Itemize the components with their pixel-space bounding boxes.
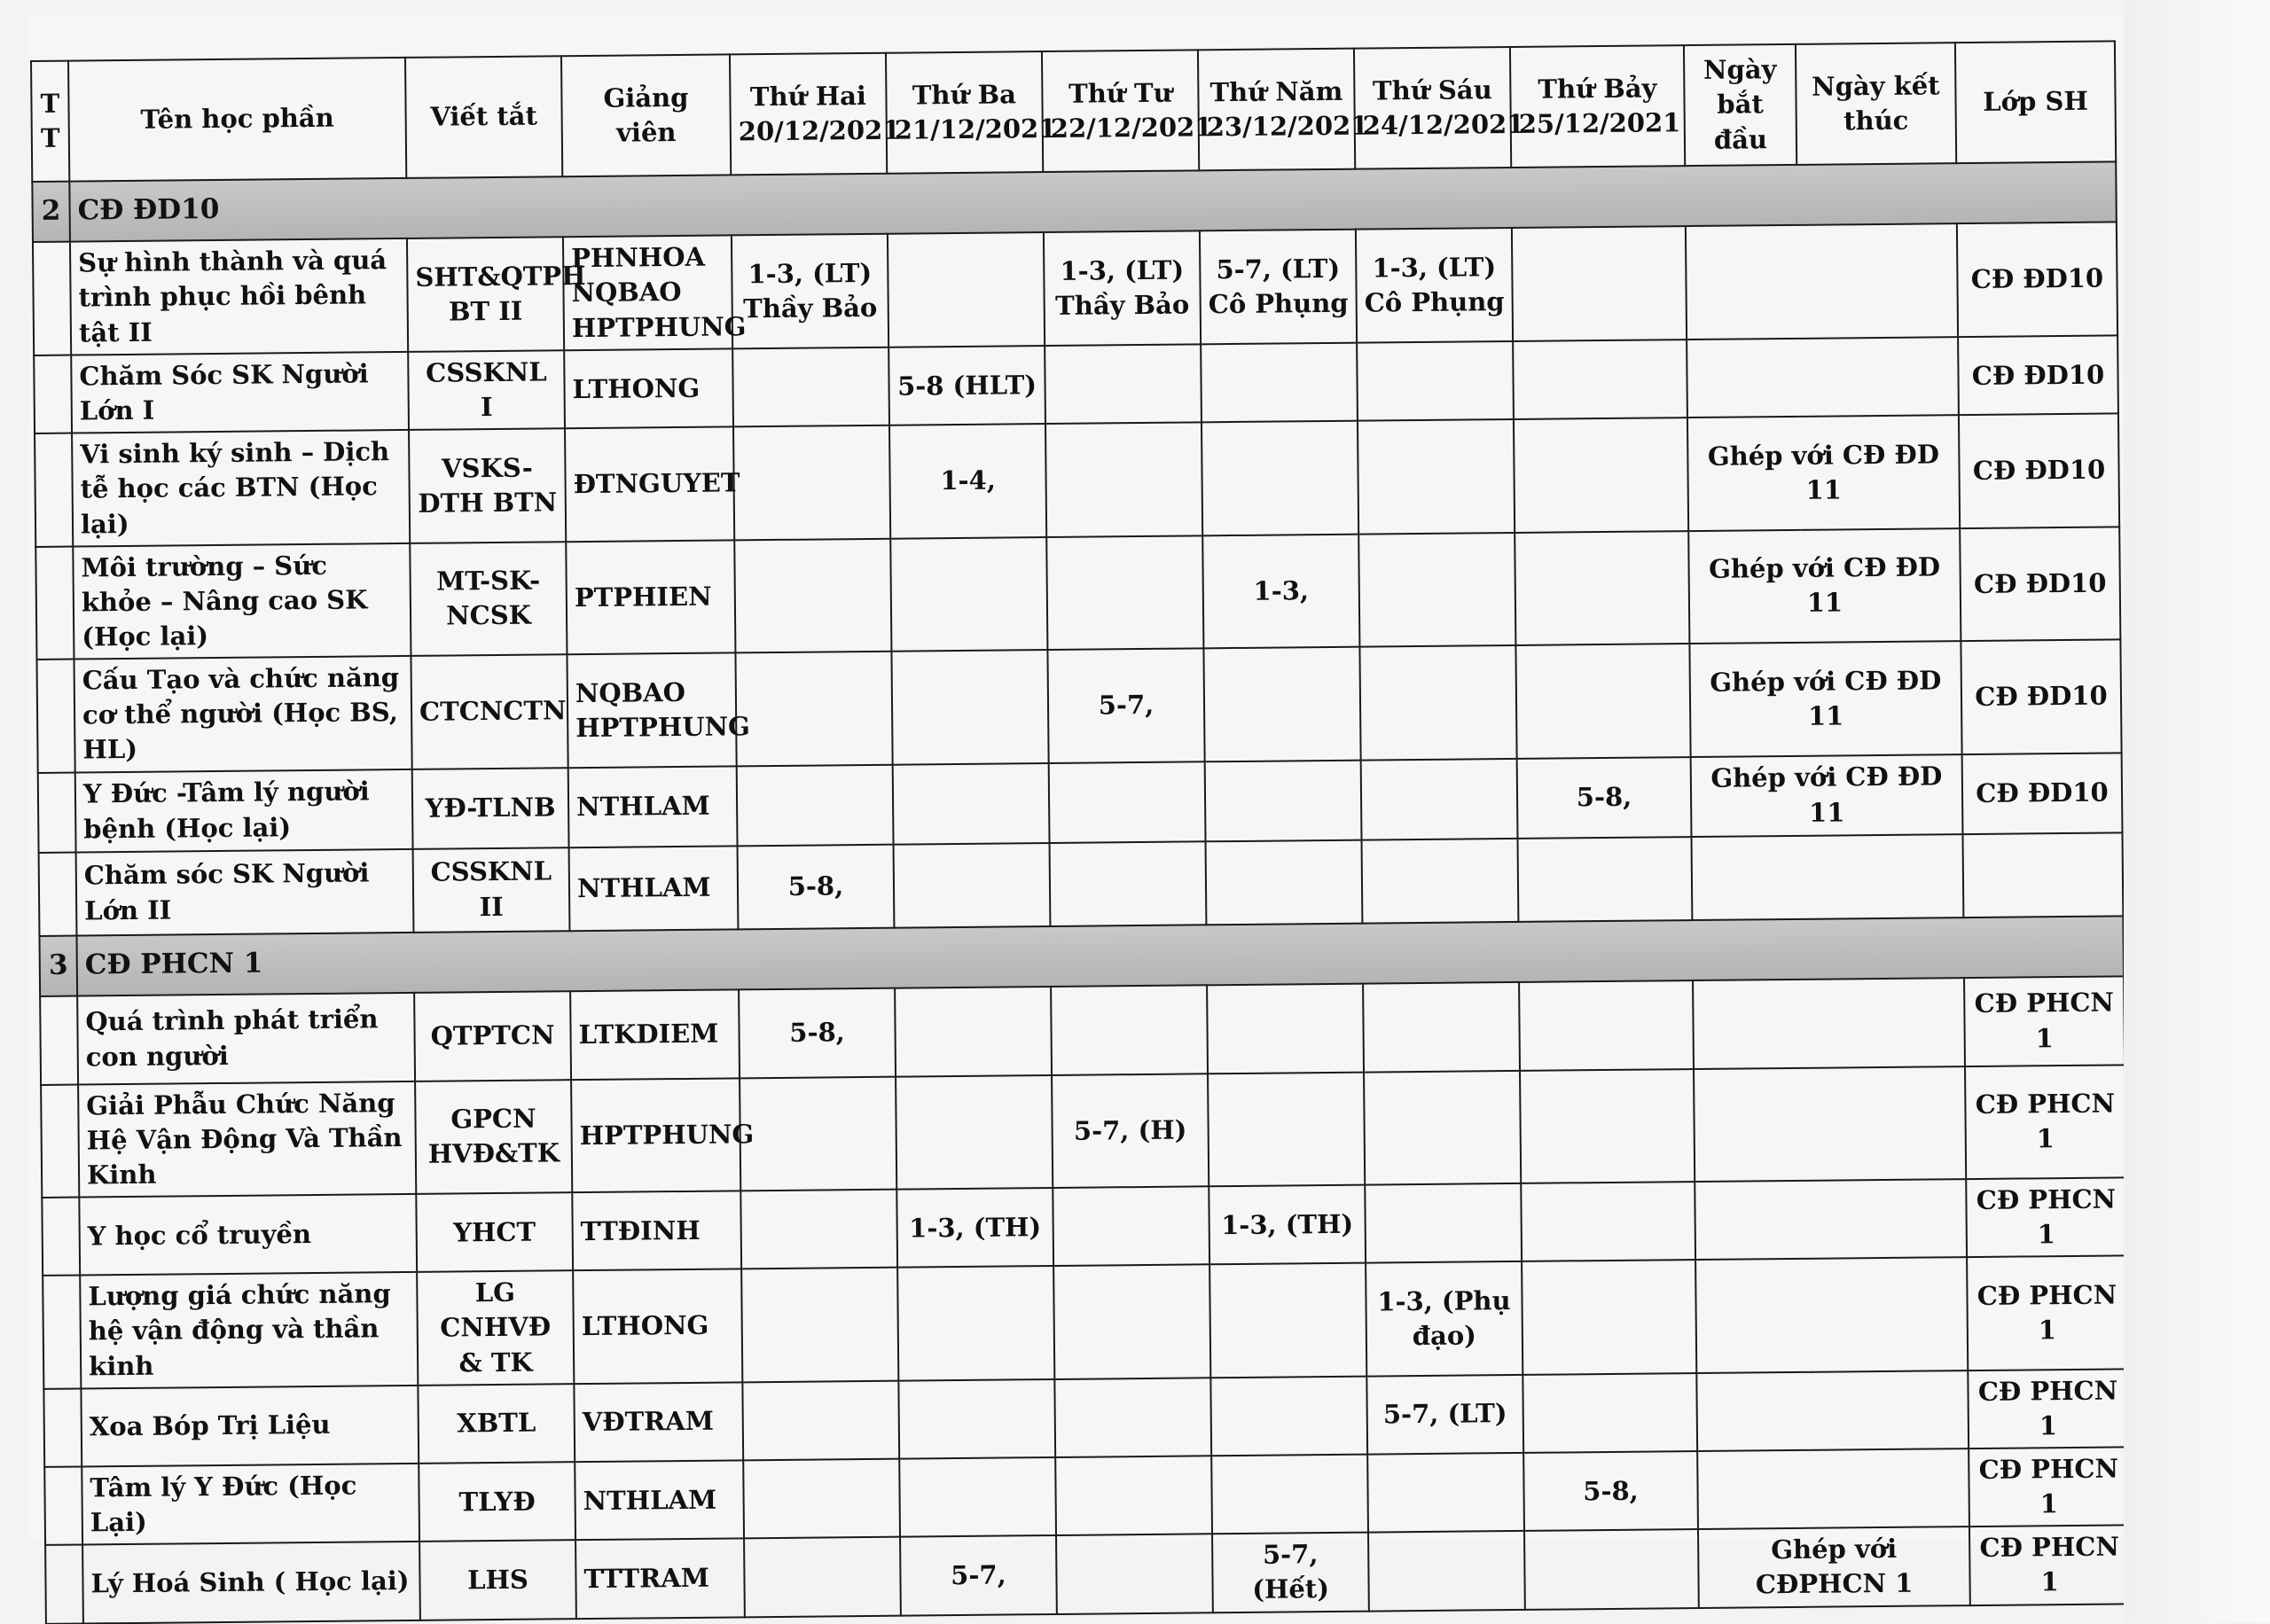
wednesday-cell: 5-7, (H) bbox=[1052, 1074, 1209, 1188]
class-cell: CĐ ĐD10 bbox=[1958, 335, 2118, 415]
thursday-cell bbox=[1209, 1263, 1366, 1378]
tuesday-cell bbox=[893, 763, 1050, 845]
lecturer: TTTRAM bbox=[575, 1539, 745, 1619]
saturday-cell bbox=[1518, 837, 1693, 922]
tt-cell bbox=[35, 546, 74, 660]
monday-cell bbox=[740, 1190, 897, 1269]
tuesday-cell bbox=[899, 1457, 1056, 1537]
friday-cell: 5-7, (LT) bbox=[1366, 1375, 1523, 1455]
monday-cell: 5-8, bbox=[738, 844, 895, 929]
table-row bbox=[41, 1065, 2125, 1198]
tuesday-cell bbox=[896, 1075, 1053, 1190]
friday-cell bbox=[1367, 1453, 1524, 1533]
wednesday-cell bbox=[1056, 1534, 1213, 1614]
header-row bbox=[31, 41, 2116, 182]
tt-cell bbox=[40, 995, 78, 1084]
class-cell: CĐ ĐD10 bbox=[1960, 527, 2120, 641]
note-cell bbox=[1687, 337, 1959, 418]
lecturer: HPTPHUNG bbox=[571, 1078, 740, 1192]
friday-cell bbox=[1358, 419, 1515, 534]
note-cell: Ghép với CĐ ĐD 11 bbox=[1687, 415, 1960, 530]
tuesday-cell bbox=[891, 650, 1048, 764]
class-cell: CĐ ĐD10 bbox=[1961, 640, 2121, 754]
monday-cell bbox=[744, 1537, 901, 1617]
tuesday-cell bbox=[894, 843, 1051, 928]
monday-cell bbox=[732, 347, 889, 427]
tuesday-cell: 5-7, bbox=[900, 1535, 1057, 1615]
class-cell: CĐ PHCN 1 bbox=[1969, 1447, 2129, 1526]
header-course: Tên học phần bbox=[68, 58, 406, 182]
note-cell: Ghép với CĐ ĐD 11 bbox=[1691, 754, 1963, 837]
course-name: Chăm Sóc SK Người Lớn I bbox=[71, 352, 409, 433]
paper-margin bbox=[2124, 0, 2270, 1622]
table-row bbox=[43, 1256, 2127, 1389]
lecturer: NQBAO HPTPHUNG bbox=[567, 653, 736, 768]
thursday-cell: 5-7, (Hết) bbox=[1212, 1533, 1369, 1612]
note-cell bbox=[1697, 1448, 1969, 1529]
schedule-sheet bbox=[30, 16, 2123, 1605]
course-abbr: CSSKNL I bbox=[408, 350, 565, 430]
class-cell: CĐ PHCN 1 bbox=[1967, 1256, 2127, 1370]
monday-cell bbox=[733, 426, 890, 540]
lecturer: NTHLAM bbox=[569, 846, 739, 931]
saturday-cell bbox=[1512, 226, 1687, 341]
saturday-cell bbox=[1519, 980, 1694, 1071]
wednesday-cell bbox=[1055, 1456, 1212, 1535]
tt-cell bbox=[43, 1276, 81, 1389]
wednesday-cell bbox=[1046, 535, 1203, 650]
thursday-cell: 1-3, bbox=[1202, 534, 1359, 648]
section-number: 3 bbox=[39, 935, 77, 995]
lecturer: LTHONG bbox=[573, 1269, 742, 1384]
table-row bbox=[35, 414, 2119, 547]
friday-cell: 1-3, (Phụ đạo) bbox=[1366, 1261, 1522, 1376]
friday-cell bbox=[1359, 645, 1516, 760]
header-friday: Thứ Sáu 24/12/2021 bbox=[1354, 47, 1511, 169]
lecturer: LTHONG bbox=[564, 348, 733, 428]
monday-cell bbox=[742, 1380, 899, 1460]
course-abbr: VSKS-DTH BTN bbox=[409, 429, 566, 543]
course-abbr: QTPTCN bbox=[414, 991, 571, 1081]
class-cell: CĐ ĐD10 bbox=[1962, 753, 2123, 834]
wednesday-cell bbox=[1049, 761, 1206, 843]
saturday-cell bbox=[1522, 1260, 1696, 1374]
thursday-cell bbox=[1205, 760, 1362, 841]
course-name: Xoa Bóp Trị Liệu bbox=[81, 1386, 419, 1467]
wednesday-cell bbox=[1054, 1378, 1211, 1457]
monday-cell bbox=[741, 1268, 898, 1382]
thursday-cell: 5-7, (LT) Cô Phụng bbox=[1200, 230, 1357, 345]
tt-cell bbox=[44, 1466, 82, 1545]
thursday-cell bbox=[1203, 647, 1360, 761]
note-cell: Ghép với CĐ ĐD 11 bbox=[1689, 641, 1961, 756]
table-row bbox=[35, 527, 2120, 660]
note-cell: Ghép với CĐ ĐD 11 bbox=[1688, 528, 1961, 644]
tuesday-cell bbox=[890, 537, 1047, 652]
course-abbr: YHCT bbox=[416, 1192, 573, 1272]
course-name: Quá trình phát triển con người bbox=[77, 992, 415, 1084]
thursday-cell bbox=[1207, 983, 1364, 1074]
class-cell: CĐ PHCN 1 bbox=[1969, 1526, 2130, 1605]
class-cell: CĐ PHCN 1 bbox=[1966, 1177, 2126, 1257]
course-name: Tâm lý Y Đức (Học Lại) bbox=[82, 1464, 419, 1545]
header-start-date: Ngày bắt đầu bbox=[1684, 44, 1796, 166]
table-row bbox=[36, 640, 2121, 773]
tuesday-cell: 5-8 (HLT) bbox=[888, 346, 1045, 426]
course-name: Y học cổ truyền bbox=[79, 1194, 417, 1276]
note-cell bbox=[1695, 1257, 1968, 1372]
class-cell: CĐ ĐD10 bbox=[1959, 414, 2119, 528]
note-cell bbox=[1686, 223, 1958, 340]
note-cell bbox=[1694, 1066, 1966, 1182]
saturday-cell bbox=[1520, 1069, 1695, 1183]
header-class: Lớp SH bbox=[1955, 41, 2116, 163]
saturday-cell: 5-8, bbox=[1523, 1451, 1698, 1531]
friday-cell bbox=[1361, 758, 1518, 839]
wednesday-cell: 5-7, bbox=[1047, 648, 1204, 762]
class-cell: CĐ PHCN 1 bbox=[1964, 976, 2125, 1066]
friday-cell bbox=[1362, 838, 1519, 923]
header-thursday: Thứ Năm 23/12/2021 bbox=[1198, 49, 1355, 171]
tuesday-cell bbox=[898, 1379, 1055, 1459]
course-abbr: LG CNHVĐ & TK bbox=[417, 1270, 574, 1385]
course-name: Lượng giá chức năng hệ vận động và thần kinh bbox=[80, 1272, 418, 1388]
course-abbr: SHT&QTPH BT II bbox=[407, 237, 564, 352]
saturday-cell: 5-8, bbox=[1517, 757, 1692, 839]
table-row bbox=[33, 222, 2117, 355]
course-name: Y Đức -Tâm lý người bệnh (Học lại) bbox=[75, 769, 413, 852]
monday-cell bbox=[734, 538, 891, 652]
tt-cell bbox=[45, 1545, 83, 1624]
thursday-cell bbox=[1210, 1376, 1367, 1456]
header-monday: Thứ Hai 20/12/2021 bbox=[730, 53, 887, 176]
friday-cell bbox=[1364, 1070, 1521, 1184]
thursday-cell bbox=[1206, 839, 1363, 925]
note-cell bbox=[1696, 1370, 1969, 1451]
saturday-cell bbox=[1522, 1373, 1697, 1453]
thursday-cell bbox=[1202, 421, 1358, 535]
course-abbr: MT-SK-NCSK bbox=[410, 542, 567, 656]
saturday-cell bbox=[1521, 1182, 1695, 1261]
course-name: Giải Phẫu Chức Năng Hệ Vận Động Và Thần Kinh bbox=[78, 1081, 416, 1197]
thursday-cell bbox=[1211, 1455, 1368, 1534]
lecturer: PHNHOA NQBAO HPTPHUNG bbox=[563, 235, 732, 350]
class-cell: CĐ ĐD10 bbox=[1957, 222, 2117, 337]
wednesday-cell bbox=[1045, 344, 1202, 424]
header-tuesday: Thứ Ba 21/12/2021 bbox=[886, 51, 1043, 174]
tt-cell bbox=[42, 1197, 80, 1276]
thursday-cell: 1-3, (TH) bbox=[1209, 1185, 1366, 1265]
lecturer: VĐTRAM bbox=[574, 1382, 743, 1462]
friday-cell: 1-3, (LT) Cô Phụng bbox=[1356, 228, 1513, 343]
course-abbr: LHS bbox=[419, 1540, 576, 1620]
class-cell: CĐ PHCN 1 bbox=[1965, 1065, 2125, 1179]
note-cell: Ghép với CĐPHCN 1 bbox=[1698, 1526, 1970, 1607]
friday-cell bbox=[1368, 1531, 1525, 1611]
course-abbr: GPCN HVĐ&TK bbox=[415, 1080, 572, 1194]
monday-cell bbox=[743, 1459, 900, 1539]
thursday-cell bbox=[1201, 343, 1358, 423]
course-abbr: CSSKNL II bbox=[413, 847, 570, 933]
saturday-cell bbox=[1524, 1529, 1699, 1609]
header-end-date: Ngày kết thúc bbox=[1796, 43, 1956, 165]
lecturer: NTHLAM bbox=[568, 766, 738, 847]
tt-cell bbox=[34, 355, 72, 434]
wednesday-cell: 1-3, (LT) Thầy Bảo bbox=[1044, 230, 1201, 346]
course-name: Sự hình thành và quá trình phục hồi bênh tật II bbox=[70, 238, 408, 355]
header-saturday: Thứ Bảy 25/12/2021 bbox=[1510, 45, 1685, 168]
wednesday-cell bbox=[1053, 1265, 1210, 1379]
section-title: CĐ PHCN 1 bbox=[76, 916, 2124, 995]
tt-cell bbox=[38, 772, 76, 852]
monday-cell bbox=[737, 764, 894, 846]
schedule-table bbox=[30, 40, 2131, 1624]
note-cell bbox=[1695, 1179, 1967, 1260]
header-wednesday: Thứ Tư 22/12/2021 bbox=[1042, 50, 1199, 172]
course-abbr: TLYĐ bbox=[419, 1462, 575, 1542]
lecturer: ĐTNGUYET bbox=[565, 427, 734, 542]
note-cell bbox=[1693, 978, 1965, 1069]
lecturer: LTKDIEM bbox=[570, 989, 740, 1080]
tuesday-cell bbox=[895, 987, 1052, 1077]
section-number: 2 bbox=[32, 182, 70, 242]
tt-cell bbox=[41, 1084, 79, 1198]
lecturer: TTĐINH bbox=[572, 1191, 741, 1270]
class-cell: CĐ PHCN 1 bbox=[1968, 1369, 2128, 1448]
tuesday-cell bbox=[888, 232, 1045, 347]
course-name: Vi sinh ký sinh – Dịch tễ học các BTN (Học lại) bbox=[72, 430, 410, 546]
tt-cell bbox=[43, 1388, 82, 1467]
class-cell bbox=[1962, 832, 2123, 917]
course-abbr: CTCNCTN bbox=[411, 654, 568, 769]
course-abbr: XBTL bbox=[418, 1384, 575, 1464]
monday-cell: 5-8, bbox=[739, 988, 896, 1078]
monday-cell bbox=[740, 1076, 896, 1191]
wednesday-cell bbox=[1051, 985, 1208, 1075]
saturday-cell bbox=[1513, 340, 1687, 419]
wednesday-cell bbox=[1053, 1186, 1209, 1266]
lecturer: PTPHIEN bbox=[566, 540, 735, 654]
friday-cell bbox=[1365, 1183, 1522, 1263]
monday-cell bbox=[735, 652, 892, 766]
tt-cell bbox=[36, 660, 74, 773]
monday-cell: 1-3, (LT) Thầy Bảo bbox=[732, 234, 888, 349]
header-tt: T T bbox=[31, 61, 69, 182]
saturday-cell bbox=[1515, 644, 1690, 758]
friday-cell bbox=[1357, 341, 1514, 421]
tuesday-cell: 1-4, bbox=[889, 424, 1046, 538]
saturday-cell bbox=[1515, 531, 1689, 645]
tt-cell bbox=[35, 433, 73, 547]
saturday-cell bbox=[1514, 418, 1688, 532]
course-name: Chăm sóc SK Người Lớn II bbox=[76, 848, 414, 935]
course-name: Môi trường – Sức khỏe – Nâng cao SK (Học lại) bbox=[73, 543, 411, 660]
tuesday-cell bbox=[897, 1266, 1054, 1380]
friday-cell bbox=[1358, 533, 1515, 647]
wednesday-cell bbox=[1050, 841, 1207, 926]
lecturer: NTHLAM bbox=[575, 1460, 744, 1540]
course-name: Cấu Tạo và chức năng cơ thể người (Học BS, HL) bbox=[74, 656, 411, 772]
thursday-cell bbox=[1208, 1072, 1365, 1186]
tt-cell bbox=[33, 242, 71, 355]
wednesday-cell bbox=[1045, 423, 1202, 537]
tt-cell bbox=[39, 852, 77, 935]
note-cell bbox=[1691, 834, 1963, 920]
header-abbr: Viết tắt bbox=[405, 56, 562, 178]
course-abbr: YĐ-TLNB bbox=[412, 768, 569, 849]
section-title: CĐ ĐD10 bbox=[69, 161, 2117, 241]
friday-cell bbox=[1363, 981, 1520, 1072]
header-lecturer: Giảng viên bbox=[561, 54, 731, 176]
course-name: Lý Hoá Sinh ( Học lại) bbox=[82, 1542, 420, 1623]
tuesday-cell: 1-3, (TH) bbox=[896, 1188, 1053, 1268]
